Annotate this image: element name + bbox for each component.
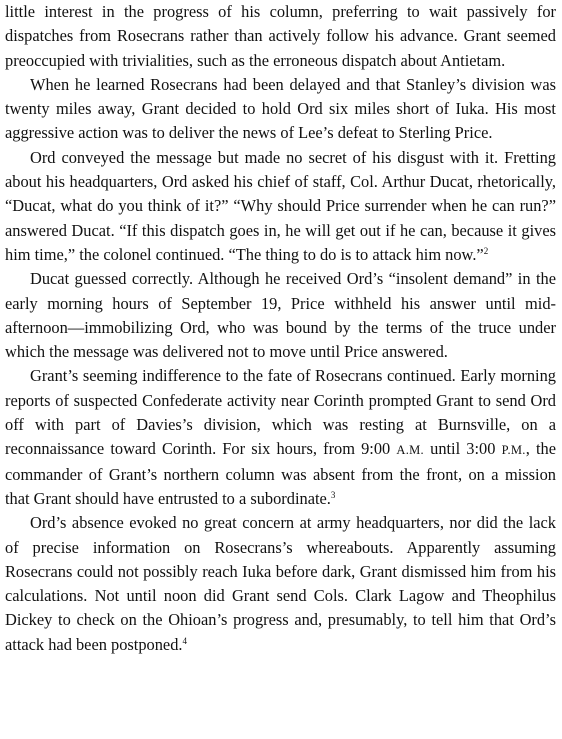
paragraph-p2: [5, 73, 556, 146]
paragraph-text: , the commander of Grant’s northern column was absent from the front, on a mission that Grant should have entrusted to a subordinate.: [5, 439, 556, 508]
paragraph-text: Ord’s absence evoked no great concern at army headquarters, nor did the lack of precise information on Rosecrans’s whereabouts. Apparently assuming Rosecrans could not possibly reach Iuka before dark, Grant dismissed him from his calculations. Not until noon did Grant send Cols. Clark Lagow and Theophilus Dickey to check on the Ohioan’s progress and, presumably, to tell him that Ord’s attack had been postponed.: [5, 513, 556, 654]
footnote-marker: 2: [483, 245, 489, 256]
paragraph-text: When he learned Rosecrans had been delayed and that Stanley’s division was twenty miles away, Grant decided to hold Ord six miles short of Iuka. His most aggressive action was to deliver the news of Lee’s defeat to Sterling Price.: [5, 74, 556, 143]
paragraph-text: Ord conveyed the message but made no secret of his disgust with it. Fretting about his headquarters, Ord asked his chief of staff, Col. Arthur Ducat, rhetorically, “Ducat, what do you think of it?” “Why should Price surrender when he can run?” answered Ducat. “If this dispatch goes in, he will get out if he can, because it gives him time,” the colonel continued. “The thing to do is to attack him now.”: [5, 147, 556, 264]
paragraph-p6: [5, 511, 556, 657]
paragraph-p1: [5, 0, 556, 73]
paragraph-text: Grant’s seeming indifference to the fate of Rosecrans continued. Early morning reports of suspected Confederate activity near Corinth prompted Grant to send Ord off with part of Davies’s division, which was resting at Burnsville, on a reconnaissance toward Corinth. For six hours, from 9:00: [5, 366, 556, 459]
paragraph-text: until 3:00: [423, 439, 502, 459]
paragraph-p4: [5, 267, 556, 364]
book-page: [5, 0, 556, 657]
time-abbreviation: A.M.: [396, 443, 424, 458]
paragraph-text: little interest in the progress of his column, preferring to wait passively for dispatches from Rosecrans rather than actively follow his advance. Grant seemed preoccupied with trivialities, such as the erroneous dispatch about Antietam.: [5, 2, 556, 70]
paragraph-p3: [5, 146, 556, 267]
paragraph-text: Ducat guessed correctly. Although he received Ord’s “insolent demand” in the early morning hours of September 19, Price withheld his answer until mid-afternoon—immobilizing Ord, who was bound by the terms of the truce under which the message was delivered not to move until Price answered.: [5, 269, 556, 362]
footnote-marker: 4: [182, 635, 188, 646]
footnote-marker: 3: [330, 489, 336, 500]
time-abbreviation: P.M.: [501, 443, 526, 458]
paragraph-p5: [5, 364, 556, 511]
